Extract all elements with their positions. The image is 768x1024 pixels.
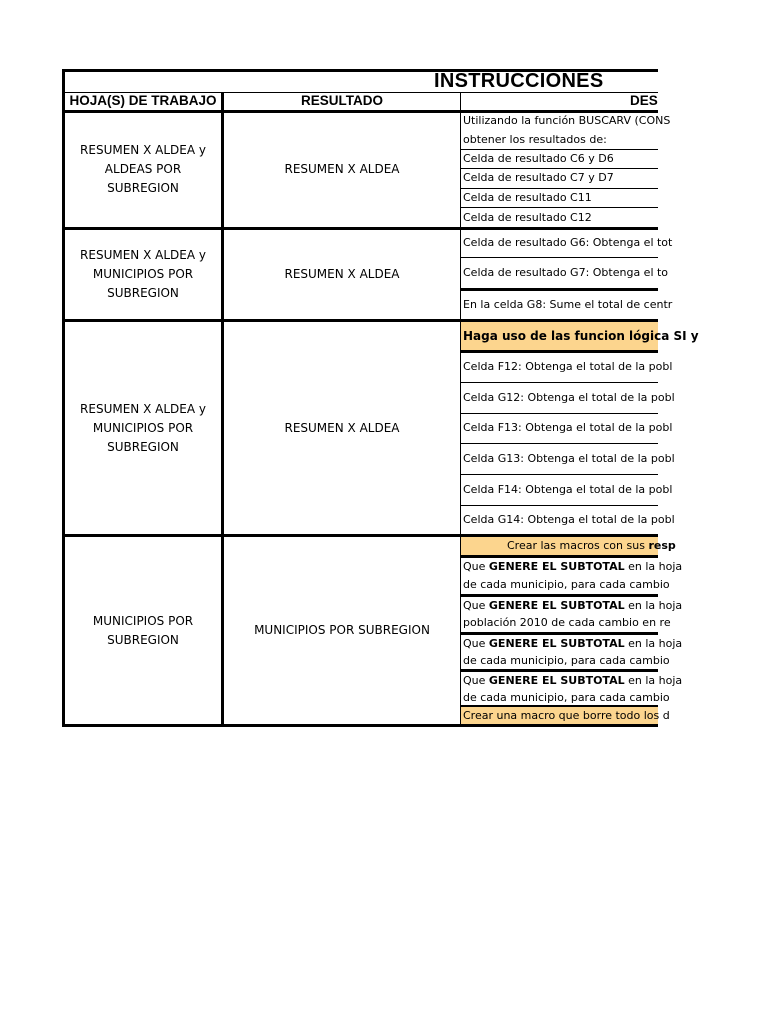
macro-1-line-2: de cada municipio, para cada cambio: [463, 578, 670, 591]
macro-footer: Crear una macro que borre todo los d: [463, 709, 670, 722]
frame-bottom-border: [62, 724, 658, 727]
macro-text: Que: [463, 599, 489, 612]
macro-2-line-2: población 2010 de cada cambio en re: [463, 616, 671, 629]
macros-header-bold: resp: [648, 539, 676, 552]
section-3-hojas: RESUMEN X ALDEA y MUNICIPIOS POR SUBREGION: [80, 402, 206, 454]
macro-bold: GENERE EL SUBTOTAL: [488, 674, 625, 687]
macro-text: en la hoja: [624, 599, 683, 612]
section-3-row-f12: Celda F12: Obtenga el total de la pobl: [463, 360, 673, 373]
row-divider: [460, 382, 658, 383]
row-divider: [460, 443, 658, 444]
macro-3-line-2: de cada municipio, para cada cambio: [463, 654, 670, 667]
section-3-row-g12: Celda G12: Obtenga el total de la pobl: [463, 391, 675, 404]
row-divider: [460, 474, 658, 475]
section-1-row-6: Celda de resultado C12: [463, 211, 592, 224]
macros-header: [461, 537, 676, 555]
macro-bold: GENERE EL SUBTOTAL: [488, 599, 625, 612]
section-3-resultado: RESUMEN X ALDEA: [284, 421, 400, 435]
section-1-row-3: Celda de resultado C6 y D6: [463, 152, 614, 165]
macro-text: en la hoja: [624, 637, 683, 650]
header-descripcion: DES: [630, 93, 658, 108]
macro-4-line-2: de cada municipio, para cada cambio: [463, 691, 670, 704]
section-3-highlight-row: Haga uso de las funcion lógica SI y: [461, 322, 658, 350]
page-title: INSTRUCCIONES: [434, 70, 604, 92]
header-hojas: HOJA(S) DE TRABAJO: [69, 93, 217, 108]
macro-text: Que: [463, 560, 489, 573]
section-2-row-2: Celda de resultado G7: Obtenga el to: [463, 266, 669, 279]
macro-1-line-1: [461, 557, 683, 576]
section-1-row-2: obtener los resultados de:: [463, 133, 607, 146]
macros-header-text: Crear las macros con sus: [507, 539, 649, 552]
macro-bold: GENERE EL SUBTOTAL: [488, 560, 625, 573]
section-3-row-g13: Celda G13: Obtenga el total de la pobl: [463, 452, 675, 465]
header-resultado: RESULTADO: [301, 93, 383, 108]
section-2-row-1: Celda de resultado G6: Obtenga el tot: [463, 236, 673, 249]
macro-text: Que: [463, 637, 489, 650]
section-1-hojas: RESUMEN X ALDEA y ALDEAS POR SUBREGION: [80, 143, 206, 195]
macro-bold: GENERE EL SUBTOTAL: [488, 637, 625, 650]
section-1-row-5: Celda de resultado C11: [463, 191, 592, 204]
section-4-hojas: MUNICIPIOS POR SUBREGION: [92, 613, 194, 647]
macro-text: Que: [463, 674, 489, 687]
macro-text: en la hoja: [624, 674, 683, 687]
section-1-row-4: Celda de resultado C7 y D7: [463, 171, 614, 184]
section-4-resultado: MUNICIPIOS POR SUBREGION: [254, 623, 430, 637]
section-3-row-g14: Celda G14: Obtenga el total de la pobl: [463, 513, 675, 526]
section-3-row-f14: Celda F14: Obtenga el total de la pobl: [463, 483, 673, 496]
row-divider: [460, 288, 658, 291]
section-3-row-f13: Celda F13: Obtenga el total de la pobl: [463, 421, 673, 434]
macro-text: en la hoja: [624, 560, 683, 573]
section-2-hojas: RESUMEN X ALDEA y MUNICIPIOS POR SUBREGION: [80, 248, 206, 300]
section-2-resultado: RESUMEN X ALDEA: [284, 267, 400, 281]
section-1-row-1: Utilizando la función BUSCARV (CONS: [463, 114, 671, 127]
section-1-resultado: RESUMEN X ALDEA: [284, 162, 400, 176]
row-divider: [460, 257, 658, 258]
section-2-row-3: En la celda G8: Sume el total de centr: [463, 298, 673, 311]
